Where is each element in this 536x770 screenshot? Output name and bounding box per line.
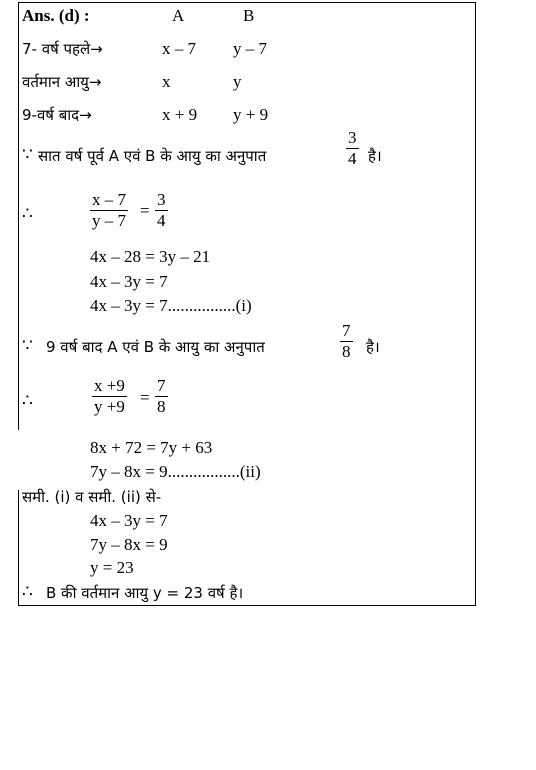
- solve-line: 7y – 8x = 9: [90, 535, 168, 554]
- equation1-lhs: [90, 190, 128, 231]
- fraction-numerator: 7: [342, 321, 351, 340]
- therefore-symbol: ∴: [22, 204, 33, 223]
- equation-line: 4x – 28 = 3y – 21: [90, 247, 211, 266]
- fraction-denominator: 8: [342, 342, 351, 361]
- solve-intro: समी. (i) व समी. (ii) से-: [22, 488, 162, 506]
- arrow-icon: →: [79, 106, 92, 124]
- border-gap: [17, 430, 20, 490]
- ratio-7-8: [340, 321, 353, 362]
- step1-text: सात वर्ष पूर्व A एवं B के आयु का अनुपात: [38, 147, 267, 165]
- fraction-numerator: 3: [348, 128, 357, 147]
- equation-line-ii: 7y – 8x = 9.................(ii): [90, 462, 261, 481]
- therefore-symbol: ∴: [22, 391, 33, 410]
- fraction-numerator: x – 7: [92, 190, 126, 209]
- ratio-3-4: [346, 128, 359, 169]
- equation-line: 8x + 72 = 7y + 63: [90, 438, 213, 457]
- row-label-text: वर्तमान आयु: [22, 73, 89, 91]
- row3-a-value: x + 9: [162, 105, 198, 124]
- row2-b-value: y: [233, 72, 242, 91]
- therefore-symbol: ∴: [22, 582, 33, 601]
- row1-b-value: y – 7: [233, 39, 267, 58]
- equation1-rhs: [155, 190, 168, 231]
- step2-text: 9 वर्ष बाद A एवं B के आयु का अनुपात: [46, 338, 265, 356]
- fraction-denominator: 4: [157, 211, 166, 230]
- equation2-rhs: [155, 376, 168, 417]
- fraction-denominator: 4: [348, 149, 357, 168]
- equation-line: 4x – 3y = 7: [90, 272, 168, 291]
- row-label-9-years-later: [22, 105, 92, 125]
- row2-a-value: x: [162, 72, 171, 91]
- equation-line-i: 4x – 3y = 7................(i): [90, 296, 252, 315]
- row-label-text: 7- वर्ष पहले: [22, 40, 91, 58]
- fraction-denominator: y +9: [94, 397, 125, 416]
- row-label-7-years-ago: [22, 39, 103, 59]
- fraction-numerator: 7: [157, 376, 166, 395]
- column-a-header: A: [172, 6, 185, 25]
- because-symbol: ∵: [22, 145, 33, 164]
- solve-line: 4x – 3y = 7: [90, 511, 168, 530]
- fraction-denominator: y – 7: [92, 211, 126, 230]
- row3-b-value: y + 9: [233, 105, 269, 124]
- row-label-present-age: [22, 72, 101, 92]
- fraction-numerator: 3: [157, 190, 166, 209]
- column-b-header: B: [243, 6, 255, 25]
- row1-a-value: x – 7: [162, 39, 196, 58]
- because-symbol: ∵: [22, 336, 33, 355]
- step1-tail: है।: [368, 147, 382, 165]
- step2-tail: है।: [366, 338, 380, 356]
- fraction-numerator: x +9: [94, 376, 125, 395]
- equation2-lhs: [92, 376, 127, 417]
- arrow-icon: →: [90, 40, 103, 58]
- equals-sign: =: [140, 201, 150, 220]
- fraction-denominator: 8: [157, 397, 166, 416]
- conclusion-text: B की वर्तमान आयु y = 23 वर्ष है।: [46, 584, 244, 602]
- row-label-text: 9-वर्ष बाद: [22, 106, 80, 124]
- solve-result: y = 23: [90, 558, 134, 577]
- arrow-icon: →: [88, 73, 102, 91]
- equals-sign: =: [140, 388, 150, 407]
- answer-label: Ans. (d) :: [22, 6, 90, 25]
